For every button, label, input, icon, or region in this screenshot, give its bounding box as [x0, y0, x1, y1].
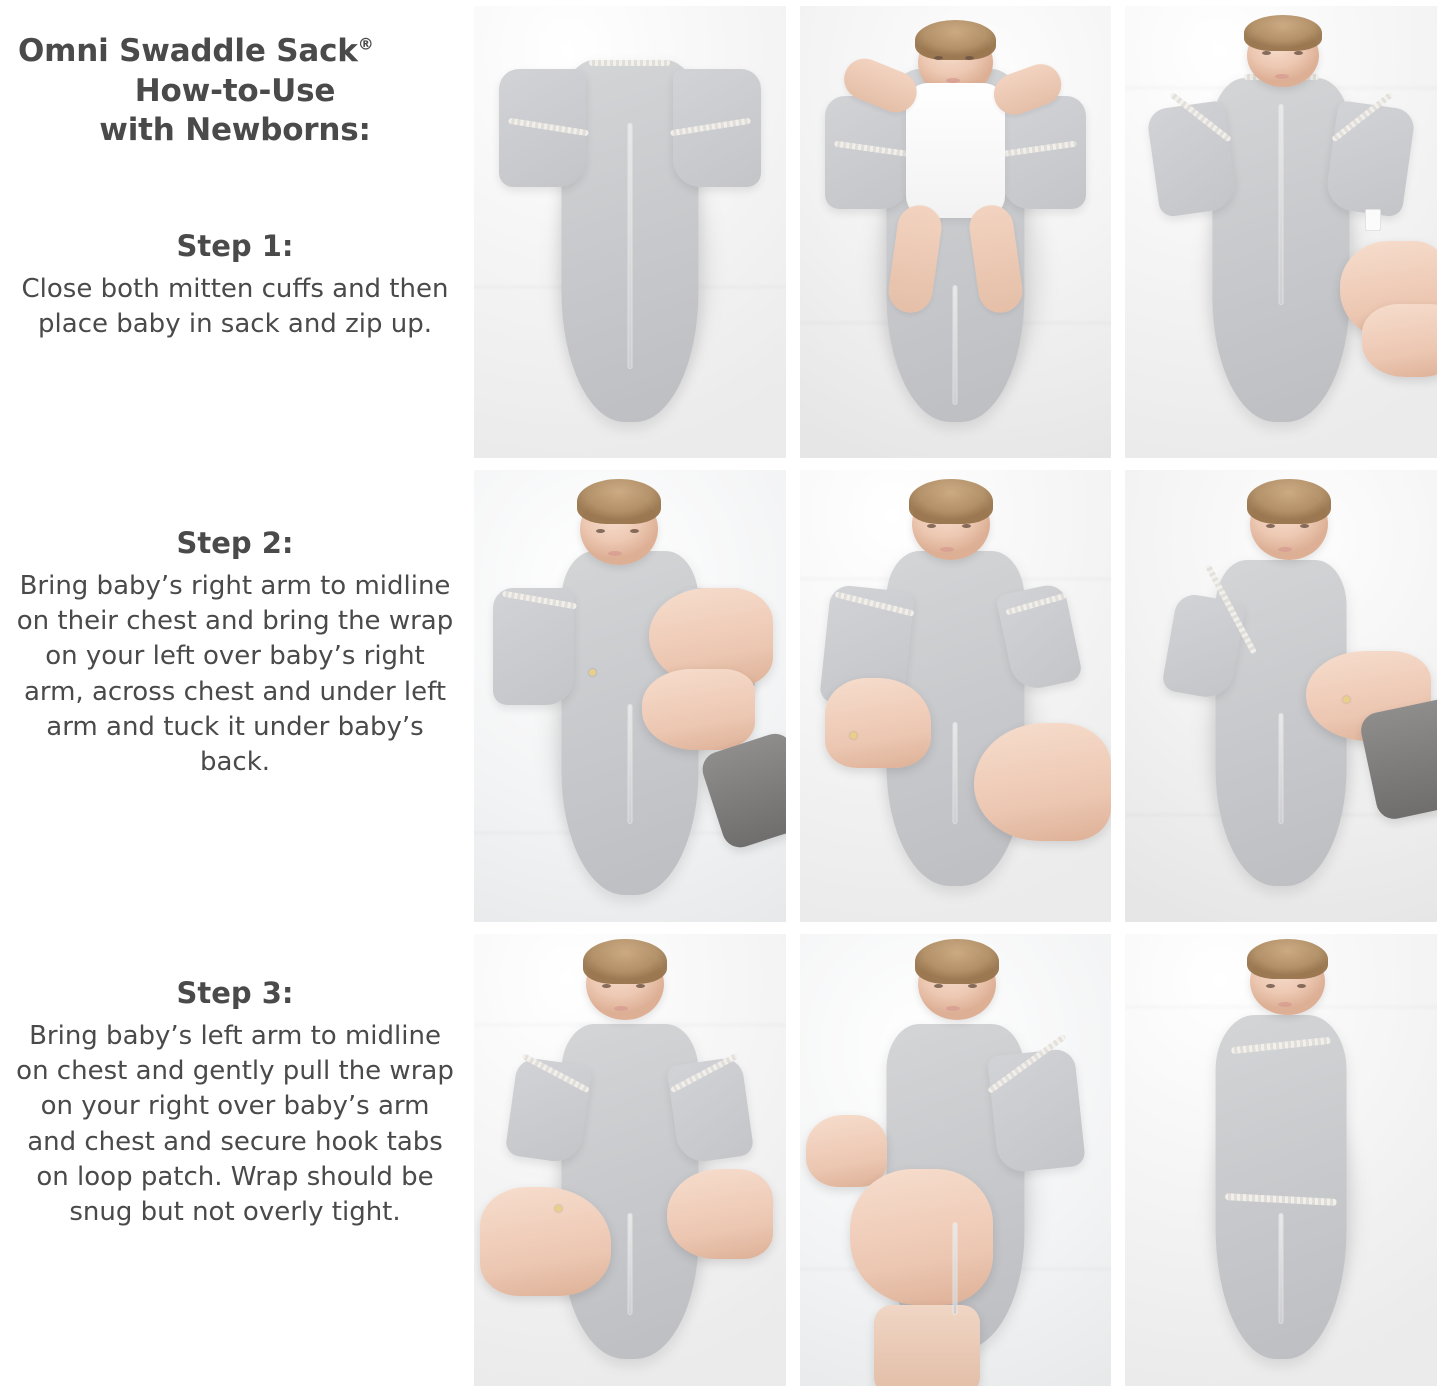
swaddle-wing-right — [987, 1047, 1086, 1173]
step-3-body: Bring baby’s left arm to midline on chest and gently pull the wrap on your right over baby’s arm and chest and secure hook tabs on loop patch. Wrap should be snug but not overly tight. — [16, 1020, 454, 1228]
caregiver-forearm — [874, 1305, 980, 1386]
photo-step3-c — [1125, 934, 1437, 1386]
photo-grid — [470, 0, 1445, 1394]
step-1-body: Close both mitten cuffs and then place baby in sack and zip up. — [21, 273, 449, 340]
title-line-2: How-to-Use — [134, 72, 336, 109]
baby-onesie — [906, 83, 1006, 219]
title-text-primary: Omni Swaddle Sack — [18, 33, 358, 69]
zipper — [1280, 1214, 1283, 1322]
photo-step1-b — [800, 6, 1112, 458]
caregiver-hand — [825, 678, 931, 768]
zipper — [1280, 714, 1283, 822]
baby-hair — [1247, 479, 1331, 524]
baby-hair — [1244, 15, 1322, 51]
step-3-heading: Step 3: — [176, 976, 294, 1010]
photo-step3-a — [474, 934, 786, 1386]
hook-tab — [806, 1115, 887, 1187]
title-line-3: with Newborns: — [99, 112, 371, 149]
step-2-body: Bring baby’s right arm to midline on their chest and bring the wrap on your left over baby’s right arm, across chest and under left arm and tuck it under baby’s back. — [16, 570, 454, 778]
baby-hair — [915, 939, 999, 984]
step-1-block — [0, 228, 470, 342]
swaddle-wing-right — [1324, 101, 1416, 219]
zipper — [954, 286, 957, 404]
caregiver-hand — [642, 669, 754, 750]
baby-hair — [577, 479, 661, 524]
page-title — [0, 0, 470, 151]
photo-step3-b — [800, 934, 1112, 1386]
caregiver-hand — [667, 1169, 773, 1259]
photo-step1-a — [474, 6, 786, 458]
photo-step2-a — [474, 470, 786, 922]
zipper — [1280, 105, 1283, 304]
step-2-block — [0, 525, 470, 781]
registered-trademark-icon: ® — [357, 34, 374, 54]
step-3-block — [0, 975, 470, 1231]
zipper — [628, 124, 631, 368]
step-2-heading: Step 2: — [176, 526, 294, 560]
caregiver-hand — [1362, 304, 1437, 376]
mitten-cuff-tag — [1365, 209, 1381, 231]
zipper — [954, 1223, 957, 1313]
caregiver-hand — [974, 723, 1111, 841]
caregiver-hand — [850, 1169, 993, 1305]
zipper — [628, 705, 631, 823]
photo-step1-c — [1125, 6, 1437, 458]
photo-step2-b — [800, 470, 1112, 922]
title-line-1 — [0, 32, 470, 72]
step-1-heading: Step 1: — [176, 229, 294, 263]
caregiver-hand — [480, 1187, 611, 1295]
zipper — [628, 1214, 631, 1313]
baby-hair — [915, 20, 996, 61]
baby-hair — [1247, 939, 1328, 980]
baby-hair — [909, 479, 993, 524]
zipper — [954, 723, 957, 822]
photo-step2-c — [1125, 470, 1437, 922]
baby-hair — [583, 939, 667, 984]
instructions-column — [0, 0, 470, 1394]
swaddle-wing-left — [1146, 101, 1238, 219]
